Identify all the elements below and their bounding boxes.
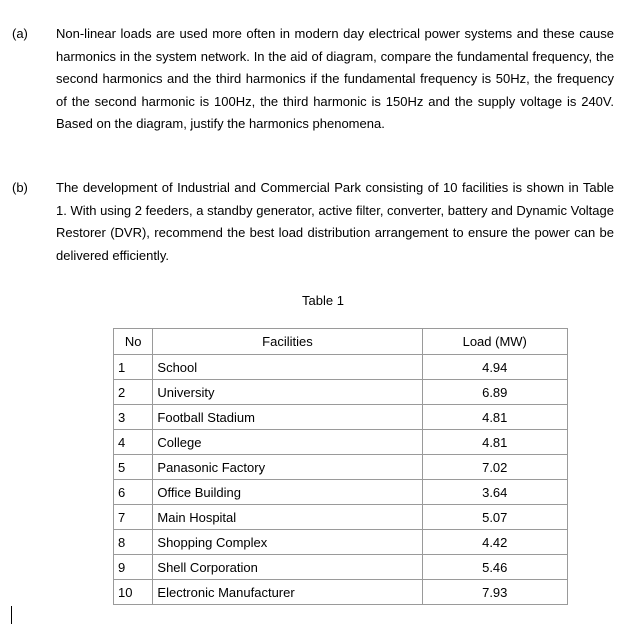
- cell-load: 4.81: [422, 405, 568, 430]
- cell-no: 9: [114, 555, 153, 580]
- cell-no: 1: [114, 355, 153, 380]
- cell-no: 8: [114, 530, 153, 555]
- cell-load: 5.46: [422, 555, 568, 580]
- cell-load: 4.94: [422, 355, 568, 380]
- question-b-label: (b): [12, 180, 28, 195]
- cell-facility: University: [153, 380, 422, 405]
- cell-facility: College: [153, 430, 422, 455]
- cell-facility: Football Stadium: [153, 405, 422, 430]
- cell-no: 3: [114, 405, 153, 430]
- cell-facility: School: [153, 355, 422, 380]
- cell-facility: Electronic Manufacturer: [153, 580, 422, 605]
- header-no: No: [114, 329, 153, 355]
- table-row: [114, 355, 568, 380]
- cell-facility: Shopping Complex: [153, 530, 422, 555]
- table-row: [114, 455, 568, 480]
- question-a-text: Non-linear loads are used more often in modern day electrical power systems and these cause harmonics in the system network. In the aid of diagram, compare the fundamental frequency, the second harmonics and the third harmonics if the fundamental frequency is 50Hz, the frequency of the second harmonic is 100Hz, the third harmonic is 150Hz and the supply voltage is 240V. Based on the diagram, justify the harmonics phenomena.: [56, 26, 614, 132]
- table-row: [114, 530, 568, 555]
- cell-facility: Main Hospital: [153, 505, 422, 530]
- table-row: [114, 380, 568, 405]
- question-b-text: The development of Industrial and Commercial Park consisting of 10 facilities is shown in Table 1. With using 2 feeders, a standby generator, active filter, converter, battery and Dynamic Voltage Restorer (DVR), recommend the best load distribution arrangement to ensure the power can be delivered efficiently.: [56, 180, 614, 263]
- cell-no: 4: [114, 430, 153, 455]
- table-row: [114, 505, 568, 530]
- table-row: [114, 430, 568, 455]
- cell-no: 10: [114, 580, 153, 605]
- text-cursor: [11, 606, 12, 624]
- facilities-table: [113, 328, 568, 605]
- cell-load: 6.89: [422, 380, 568, 405]
- table-row: [114, 480, 568, 505]
- table-row: [114, 580, 568, 605]
- cell-load: 7.02: [422, 455, 568, 480]
- cell-load: 4.42: [422, 530, 568, 555]
- cell-facility: Panasonic Factory: [153, 455, 422, 480]
- cell-no: 2: [114, 380, 153, 405]
- cell-facility: Shell Corporation: [153, 555, 422, 580]
- cell-load: 4.81: [422, 430, 568, 455]
- table-header-row: [114, 329, 568, 355]
- cell-no: 6: [114, 480, 153, 505]
- cell-load: 7.93: [422, 580, 568, 605]
- table-row: [114, 405, 568, 430]
- cell-load: 5.07: [422, 505, 568, 530]
- header-facilities: Facilities: [153, 329, 422, 355]
- cell-facility: Office Building: [153, 480, 422, 505]
- table-caption: Table 1: [302, 293, 344, 308]
- cell-load: 3.64: [422, 480, 568, 505]
- table-row: [114, 555, 568, 580]
- header-load: Load (MW): [422, 329, 568, 355]
- cell-no: 5: [114, 455, 153, 480]
- question-a-label: (a): [12, 26, 28, 41]
- cell-no: 7: [114, 505, 153, 530]
